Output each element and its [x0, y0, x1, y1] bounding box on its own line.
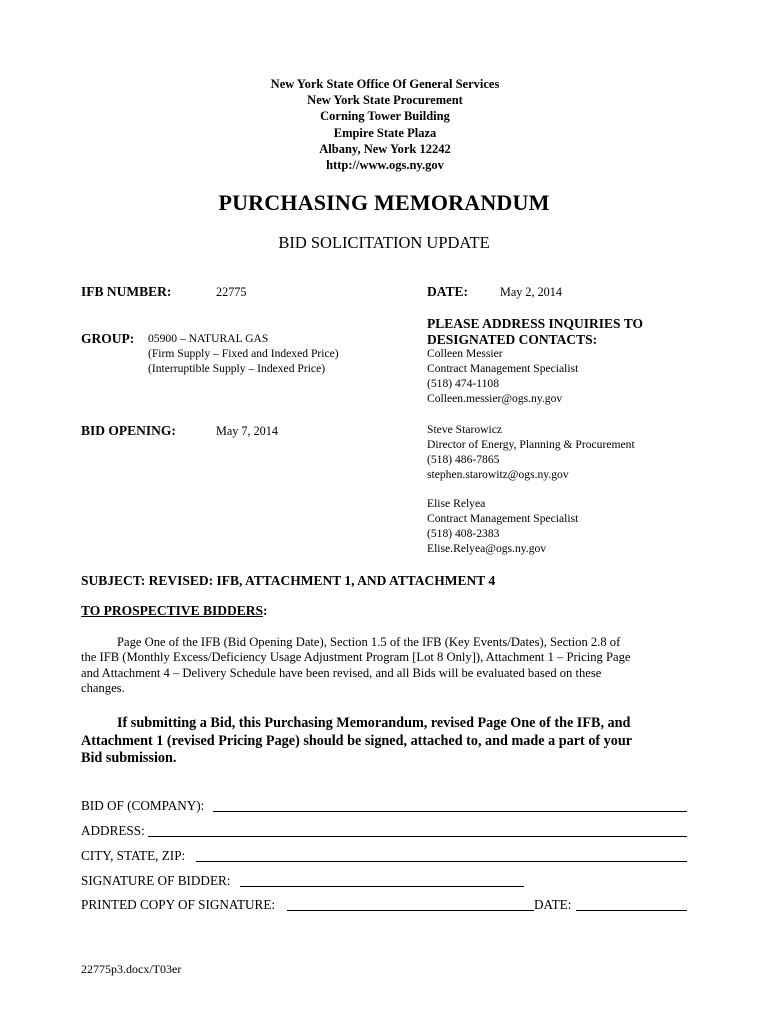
contact-phone: (518) 474-1108: [427, 376, 500, 390]
paragraph-line: Page One of the IFB (Bid Opening Date), Section 1.5 of the IFB (Key Events/Dates), Section 2.8 of: [117, 635, 621, 649]
salutation: [81, 603, 268, 619]
contact-title: Contract Management Specialist: [427, 361, 579, 375]
website-url: http://www.ogs.ny.gov: [326, 158, 444, 173]
paragraph-line: changes.: [81, 680, 125, 695]
contact-email: Colleen.messier@ogs.ny.gov: [427, 391, 563, 405]
instruction-line: If submitting a Bid, this Purchasing Memorandum, revised Page One of the IFB, and: [117, 715, 631, 731]
contact-name: Steve Starowicz: [427, 423, 503, 436]
group-label: GROUP:: [81, 331, 135, 346]
salutation-text: TO PROSPECTIVE BIDDERS: [81, 603, 264, 618]
group-line: (Firm Supply – Fixed and Indexed Price): [148, 346, 339, 360]
company-label: BID OF (COMPANY):: [81, 798, 205, 813]
paragraph-line: and Attachment 4 – Delivery Schedule have been revised, and all Bids will be evaluated based on these: [81, 665, 602, 680]
body-paragraph: [81, 635, 693, 696]
bid-opening-value: May 7, 2014: [216, 424, 278, 438]
ifb-number-value: 22775: [216, 285, 247, 299]
sign-date-field-line[interactable]: [576, 910, 687, 911]
contact-email: stephen.starowitz@ogs.ny.gov: [427, 467, 569, 481]
contact-email: Elise.Relyea@ogs.ny.gov: [427, 541, 547, 555]
instruction-line: Attachment 1 (revised Pricing Page) should be signed, attached to, and made a part of your: [81, 732, 633, 749]
contact-block: [427, 423, 635, 483]
document-subtitle: BID SOLICITATION UPDATE: [278, 233, 490, 252]
signature-field-line[interactable]: [240, 886, 524, 887]
document-title: PURCHASING MEMORANDUM: [218, 190, 550, 215]
ifb-number-label: IFB NUMBER:: [81, 284, 172, 299]
city-state-zip: Albany, New York 12242: [319, 141, 451, 156]
city-state-zip-field-line[interactable]: [196, 861, 687, 862]
group-line: (Interruptible Supply – Indexed Price): [148, 361, 326, 375]
building-name: Corning Tower Building: [320, 109, 450, 124]
subject-line: SUBJECT: REVISED: IFB, ATTACHMENT 1, AND ATTACHMENT 4: [81, 573, 496, 588]
contact-block: [427, 347, 578, 407]
bid-opening-label: BID OPENING:: [81, 423, 176, 438]
plaza-name: Empire State Plaza: [333, 125, 437, 140]
printed-signature-label: PRINTED COPY OF SIGNATURE:: [81, 897, 276, 912]
signature-label: SIGNATURE OF BIDDER:: [81, 873, 231, 888]
inquiries-heading: [427, 316, 643, 348]
contact-name: Colleen Messier: [427, 347, 503, 360]
inquiries-heading-line: PLEASE ADDRESS INQUIRIES TO: [427, 316, 643, 331]
city-state-zip-label: CITY, STATE, ZIP:: [81, 848, 186, 863]
sign-date-label: DATE:: [534, 897, 572, 912]
instruction-line: Bid submission.: [81, 750, 177, 767]
address-field-line[interactable]: [148, 836, 687, 837]
submission-instructions: [81, 715, 696, 768]
division-name: New York State Procurement: [307, 93, 463, 108]
group-line: 05900 – NATURAL GAS: [148, 332, 269, 345]
inquiries-heading-line: DESIGNATED CONTACTS:: [427, 332, 598, 347]
contact-phone: (518) 486-7865: [427, 452, 500, 466]
paragraph-line: the IFB (Monthly Excess/Deficiency Usage Adjustment Program [Lot 8 Only]), Attachment 1 – Pricing Page: [81, 650, 631, 665]
salutation-colon: :: [263, 603, 268, 618]
date-label: DATE:: [427, 284, 469, 299]
company-field-line[interactable]: [213, 811, 687, 812]
contact-title: Director of Energy, Planning & Procurement: [427, 437, 635, 451]
date-value: May 2, 2014: [500, 285, 562, 299]
address-label: ADDRESS:: [81, 823, 145, 838]
agency-name: New York State Office Of General Services: [270, 77, 500, 91]
contact-phone: (518) 408-2383: [427, 526, 500, 540]
group-details: [148, 332, 339, 377]
contact-title: Contract Management Specialist: [427, 511, 579, 525]
contact-block: [427, 497, 578, 557]
contact-name: Elise Relyea: [427, 497, 486, 510]
letterhead: [0, 76, 770, 173]
printed-signature-field-line[interactable]: [287, 910, 534, 911]
document-footer: 22775p3.docx/T03er: [81, 962, 182, 976]
